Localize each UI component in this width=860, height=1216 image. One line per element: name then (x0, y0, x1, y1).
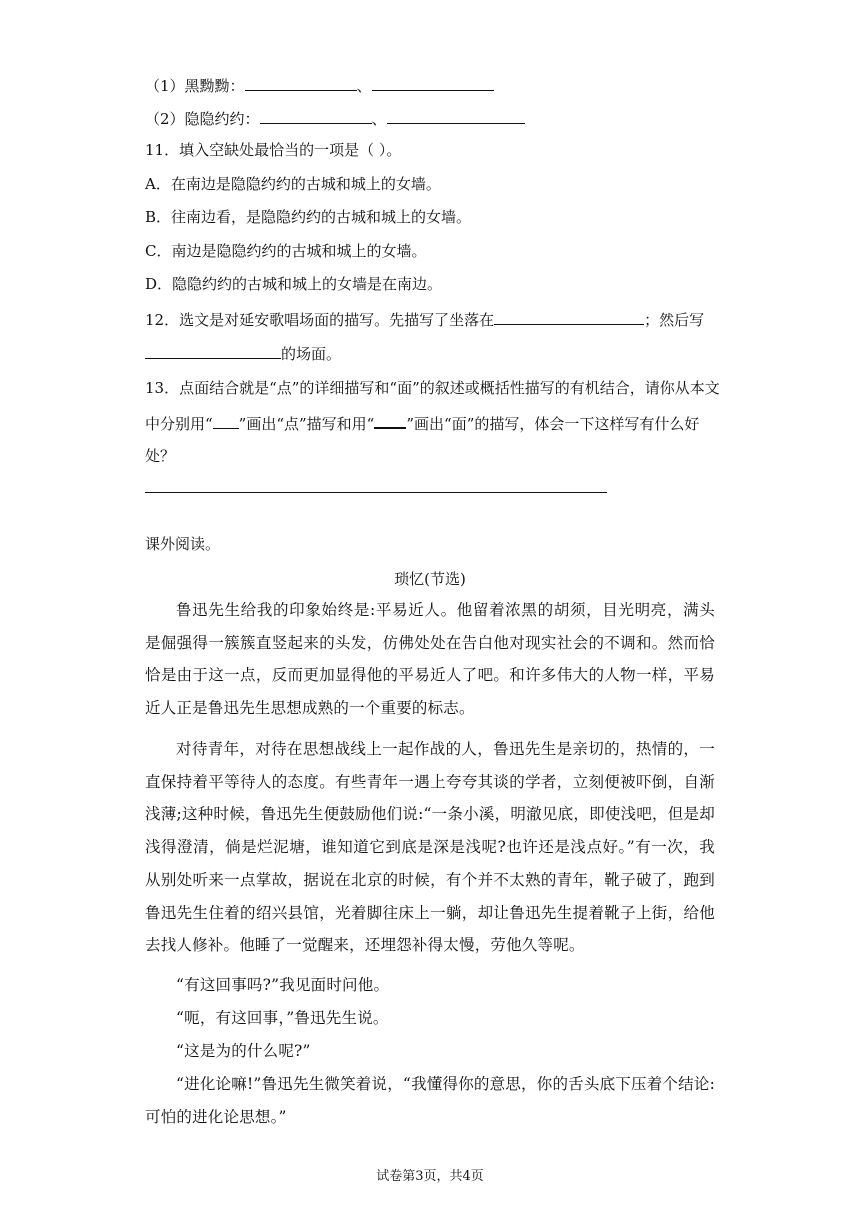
q12-text: ；然后写 (644, 311, 705, 329)
separator: 、 (356, 77, 372, 95)
q10-item-1 (145, 75, 494, 96)
q10-item-2 (145, 108, 525, 129)
answer-blank[interactable] (145, 343, 281, 359)
underline-sample-thin (213, 413, 239, 429)
underline-sample-thick (374, 412, 406, 429)
answer-blank[interactable] (245, 75, 357, 91)
q11-option-b[interactable]: B．往南边看，是隐隐约约的古城和城上的女墙。 (145, 208, 472, 226)
passage-title: 琐忆(节选) (394, 570, 466, 588)
q13-line-2 (145, 412, 699, 434)
section-heading: 课外阅读。 (145, 535, 221, 553)
answer-blank[interactable] (387, 108, 525, 124)
q12-line-1 (145, 309, 704, 330)
q11-stem: 11．填入空缺处最恰当的一项是（ ）。 (145, 141, 402, 159)
q10-item-1-label: （1）黑黝黝： (145, 77, 245, 95)
passage-paragraph: 鲁迅先生给我的印象始终是:平易近人。他留着浓黑的胡须，目光明亮，满头是倔强得一簇簇直竖起来的头发，仿佛处处在告白他对现实社会的不调和。然而恰恰是由于这一点，反而更加显得他的平易近人了吧。和许多伟大的人物一样，平易近人正是鲁迅先生思想成熟的一个重要的标志。 (145, 601, 715, 718)
q13-line-1: 13．点面结合就是“点”的详细描写和“面”的叙述或概括性描写的有机结合，请你从本文 (145, 379, 720, 397)
passage-paragraph: “有这回事吗?”我见面时问他。 (176, 976, 390, 994)
passage-paragraph: “进化论嘛!”鲁迅先生微笑着说，“我懂得你的意思，你的舌头底下压着个结论:可怕的进化论思想。” (145, 1075, 715, 1126)
answer-line[interactable] (145, 492, 607, 493)
q13-text: ”画出“面”的描写，体会一下这样写有什么好 (406, 415, 700, 433)
q13-text: 中分别用“ (145, 415, 213, 433)
passage-paragraph: “呃，有这回事，”鲁迅先生说。 (176, 1009, 389, 1027)
q11-option-a[interactable]: A．在南边是隐隐约约的古城和城上的女墙。 (145, 175, 441, 193)
page-footer: 试卷第3页，共4页 (376, 1169, 484, 1184)
answer-blank[interactable] (372, 75, 494, 91)
q13-text: ”画出“点”描写和用“ (238, 415, 375, 433)
q12-text: 12．选文是对延安歌唱场面的描写。先描写了坐落在 (145, 311, 495, 329)
q10-item-2-label: （2）隐隐约约： (145, 110, 260, 128)
q12-text: 的场面。 (281, 345, 342, 363)
q12-line-2 (145, 343, 341, 364)
q13-line-3: 处？ (145, 447, 176, 465)
q11-option-c[interactable]: C．南边是隐隐约约的古城和城上的女墙。 (145, 242, 427, 260)
passage-paragraph: 对待青年，对待在思想战线上一起作战的人，鲁迅先生是亲切的，热情的，一直保持着平等待人的态度。有些青年一遇上夸夸其谈的学者，立刻便被吓倒，自渐浅薄;这种时候，鲁迅先生便鼓励他们说:“一条小溪，明澈见底，即使浅吧，但是却浅得澄清，倘是烂泥塘，谁知道它到底是深是浅呢?也许还是浅点好。”有一次，我从别处听来一点掌故，据说在北京的时候，有个并不太熟的青年，靴子破了，跑到鲁迅先生住着的绍兴县馆，光着脚往床上一躺，却让鲁迅先生提着靴子上街，给他去找人修补。他睡了一觉醒来，还埋怨补得太慢，劳他久等呢。 (145, 740, 715, 955)
passage-paragraph: “这是为的什么呢?” (176, 1042, 311, 1060)
answer-blank[interactable] (260, 108, 372, 124)
answer-blank[interactable] (494, 309, 644, 325)
q11-option-d[interactable]: D．隐隐约约的古城和城上的女墙是在南边。 (145, 275, 443, 293)
separator: 、 (371, 110, 387, 128)
